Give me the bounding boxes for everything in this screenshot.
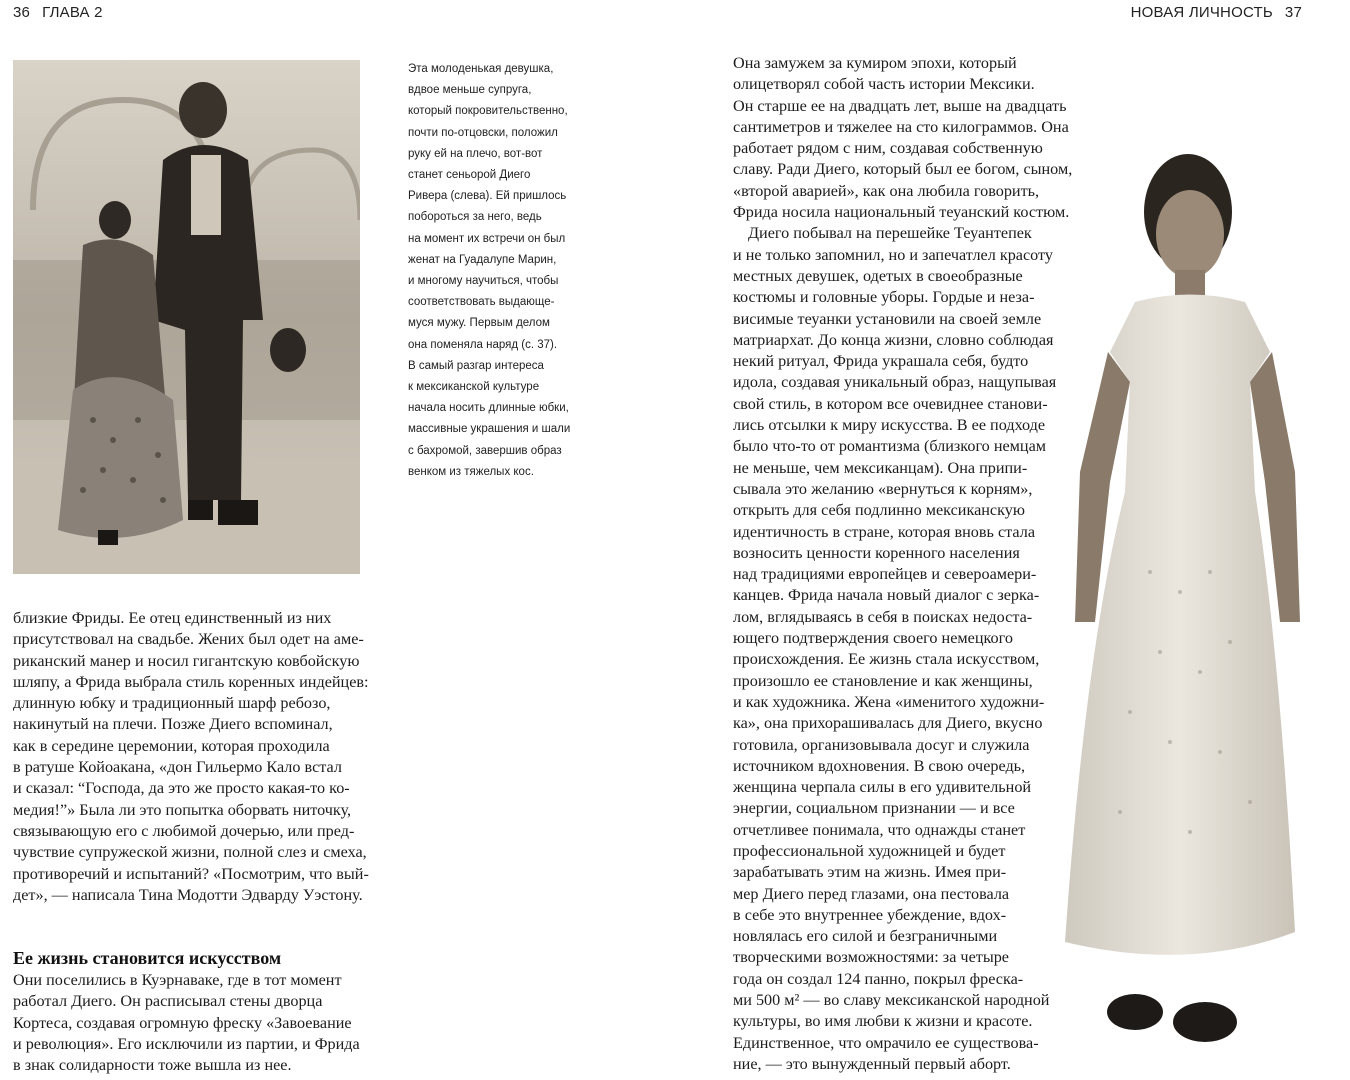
caption-line: к мексиканской культуре xyxy=(408,381,540,394)
right-running-head xyxy=(1131,4,1302,21)
text-line: ми 500 м² — во славу мексиканской народной xyxy=(733,991,1050,1010)
text-line: дет», — написала Тина Модотти Эдварду Уэстону. xyxy=(13,885,363,904)
text-line: ющего подтверждения своего немецкого xyxy=(733,629,1013,648)
text-line: матриархат. До конца жизни, словно соблюдая xyxy=(733,330,1054,349)
text-line: костюмы и головные уборы. Гордые и неза- xyxy=(733,288,1035,307)
caption-line: В самый разгар интереса xyxy=(408,359,544,372)
photo-caption xyxy=(408,59,588,483)
text-line: работает рядом с ним, создавая собственную xyxy=(733,139,1043,158)
text-line: женщина черпала силы в его удивительной xyxy=(733,778,1032,797)
text-line: было что-то от романтизма (близкого немцам xyxy=(733,437,1046,456)
text-line: зарабатывать этим на жизнь. Имея при- xyxy=(733,863,1007,882)
text-line: отчетливее понимала, что однажды станет xyxy=(733,820,1026,839)
text-line: шляпу, а Фрида выбрала стиль коренных индейцев: xyxy=(13,672,369,691)
text-line: олицетворял собой часть истории Мексики. xyxy=(733,75,1035,94)
text-line: местных девушек, одетых в своеобразные xyxy=(733,266,1023,285)
text-line: риканский манер и носил гигантскую ковбойскую xyxy=(13,651,360,670)
caption-line: женат на Гуадалупе Марин, xyxy=(408,253,557,266)
text-line: некий ритуал, Фрида украшала себя, будто xyxy=(733,352,1029,371)
caption-line: массивные украшения и шали xyxy=(408,423,571,436)
right-body-text xyxy=(733,53,1072,1075)
caption-line: венком из тяжелых кос. xyxy=(408,465,534,478)
text-line: работал Диего. Он расписывал стены дворца xyxy=(13,992,323,1011)
caption-line: Эта молоденькая девушка, xyxy=(408,63,554,75)
right-page-number: 37 xyxy=(1284,4,1302,21)
text-line: не меньше, чем мексиканцам). Она припи- xyxy=(733,458,1028,477)
text-line: свой стиль, в котором все очевиднее станови- xyxy=(733,394,1048,413)
text-line: года он создал 124 панно, покрыл фреска- xyxy=(733,969,1024,988)
caption-line: и многому научиться, чтобы xyxy=(408,275,559,288)
caption-line: почти по-отцовски, положил xyxy=(408,126,558,139)
text-line: в ратуше Койоакана, «дон Гильермо Кало встал xyxy=(13,758,342,777)
text-line: накинутый на плечи. Позже Диего вспоминал, xyxy=(13,715,333,734)
text-line: противоречий и испытаний? «Посмотрим, что вый- xyxy=(13,864,369,883)
text-line: мер Диего перед глазами, она пестовала xyxy=(733,884,1010,903)
text-line: идола, создавая уникальный образ, нащупывая xyxy=(733,373,1057,392)
text-line: произошло ее становление и как женщины, xyxy=(733,671,1033,690)
caption-line: муся мужу. Первым делом xyxy=(408,317,550,330)
text-line: длинную юбку и традиционный шарф ребозо, xyxy=(13,694,331,713)
text-line: как в середине церемонии, которая проходила xyxy=(13,736,330,755)
caption-line: она поменяла наряд (с. 37). xyxy=(408,338,558,351)
text-line: новлялась его силой и безграничными xyxy=(733,927,998,946)
text-line: присутствовал на свадьбе. Жених был одет на аме- xyxy=(13,630,364,649)
right-chapter-title: НОВАЯ ЛИЧНОСТЬ xyxy=(1130,4,1273,21)
left-chapter-title: ГЛАВА 2 xyxy=(42,4,103,21)
left-running-head xyxy=(13,4,103,21)
caption-line: Ривера (слева). Ей пришлось xyxy=(408,190,567,203)
caption-line: руку ей на плечо, вот-вот xyxy=(408,147,543,160)
caption-line: с бахромой, завершив образ xyxy=(408,444,562,457)
text-line: возносить ценности коренного населения xyxy=(733,543,1020,562)
text-line: творческими возможностями: за четыре xyxy=(733,948,1009,967)
text-line: ка», она прихорашивалась для Диего, вкусно xyxy=(733,714,1043,733)
caption-line: на момент их встречи он был xyxy=(408,232,566,245)
text-line: в себе это внутреннее убеждение, вдох- xyxy=(733,905,1007,924)
text-line: Они поселились в Куэрнаваке, где в тот момент xyxy=(13,971,342,989)
text-line: Диего побывал на перешейке Теуантепек xyxy=(748,224,1032,243)
text-line: и не только запомнил, но и запечатлел красоту xyxy=(733,245,1053,264)
text-line: профессиональной художницей и будет xyxy=(733,841,1006,860)
text-line: Он старше ее на двадцать лет, выше на двадцать xyxy=(733,96,1067,115)
text-line: источником вдохновения. В свою очередь, xyxy=(733,756,1026,775)
text-line: лись отсылки к миру искусства. В ее подходе xyxy=(733,416,1046,435)
text-line: над традициями европейцев и североамери- xyxy=(733,565,1037,584)
text-line: канцев. Фрида начала новый диалог с зерка- xyxy=(733,586,1040,605)
left-body-text-1 xyxy=(13,608,369,906)
left-page-number: 36 xyxy=(13,4,31,21)
text-line: связывающую его с любимой дочерью, или пред- xyxy=(13,821,355,840)
text-line: славу. Ради Диего, который был ее богом, сыном, xyxy=(733,160,1073,179)
text-line: открыть для себя подлинно мексиканскую xyxy=(733,501,1025,520)
text-line: медия!”» Была ли это попытка оборвать ниточку, xyxy=(13,800,352,819)
text-line: Единственное, что омрачило ее существова- xyxy=(733,1033,1039,1052)
text-line: сантиметров и тяжелее на сто килограммов. Она xyxy=(733,117,1069,136)
text-line: лом, вглядываясь в себя в поисках недоста- xyxy=(733,607,1033,626)
text-line: Кортеса, создавая огромную фреску «Завоевание xyxy=(13,1013,352,1032)
text-line: сывала это желанию «вернуться к корням», xyxy=(733,479,1033,498)
section-subheading: Ее жизнь становится искусством xyxy=(13,948,282,968)
text-line: культуры, во имя любви к жизни и красоте. xyxy=(733,1012,1033,1031)
text-line: чувствие супружеской жизни, полной слез и смеха, xyxy=(13,843,367,862)
caption-line: станет сеньорой Диего xyxy=(408,169,531,182)
caption-line: вдвое меньше супруга, xyxy=(408,84,532,97)
text-line: Она замужем за кумиром эпохи, который xyxy=(733,54,1017,72)
caption-line: соответствовать выдающе- xyxy=(408,296,555,309)
text-line: идентичность в стране, которая вновь стала xyxy=(733,522,1036,541)
left-body-text-2 xyxy=(13,970,360,1076)
text-line: энергии, социальном признании — и все xyxy=(733,799,1015,818)
caption-line: который покровительственно, xyxy=(408,105,568,118)
text-line: и как художника. Жена «именитого художни- xyxy=(733,692,1045,711)
caption-line: побороться за него, ведь xyxy=(408,211,542,224)
wedding-photo xyxy=(13,60,360,574)
frida-portrait-photo xyxy=(1040,152,1310,1062)
text-line: и революция». Его исключили из партии, и Фрида xyxy=(13,1034,360,1053)
text-line: происхождения. Ее жизнь стала искусством, xyxy=(733,650,1040,669)
text-line: в знак солидарности тоже вышла из нее. xyxy=(13,1056,292,1075)
text-line: и сказал: “Господа, да это же просто какая-то ко- xyxy=(13,779,350,798)
text-line: близкие Фриды. Ее отец единственный из них xyxy=(13,609,332,627)
text-line: висимые теуанки установили на своей земле xyxy=(733,309,1042,328)
text-line: «второй аварией», как она любила говорить, xyxy=(733,181,1040,200)
text-line: готовила, организовывала досуг и служила xyxy=(733,735,1030,754)
caption-line: начала носить длинные юбки, xyxy=(408,402,569,415)
text-line: ние, — это вынужденный первый аборт. xyxy=(733,1054,1011,1073)
text-line: Фрида носила национальный теуанский костюм. xyxy=(733,203,1070,222)
